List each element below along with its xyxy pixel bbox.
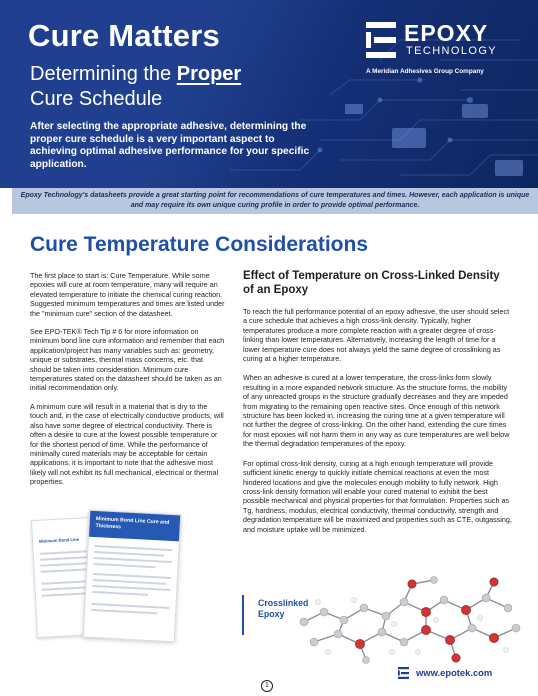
figure-label-line1: Crosslinked xyxy=(258,598,309,608)
epoxy-technology-logo xyxy=(366,20,526,80)
datasheet-note: Epoxy Technology's datasheets provide a great starting point for recommendations of cure temperatures and times. However, each application is unique and may require its own unique curing profile in order to provide optimal performance. xyxy=(12,188,538,214)
page-title: Cure Matters xyxy=(28,18,220,53)
right-paragraph: To reach the full performance potential of an epoxy adhesive, the user should select a cure schedule that achieves a high cross-link density. Typically, higher temperatures produce a more complete reaction with a greater degree of cross-linking than lower temperatures. Alternatively, increasing the length of time for a lower temperature cure does not always yield the same degree of crosslinking as curing at a higher temperature. xyxy=(243,307,510,364)
left-paragraph: A minimum cure will result in a material that is dry to the touch and, in the case of electrically conductive products, will also have some degree of electrical conductivity. There is often a desire to cure at the lowest possible temperature or for the shortest period of time. While the performance of minimally cured materials may be acceptable for certain applications, it is important to note that the adhesive most likely will not exhibit its full mechanical, electrical or thermal properties. xyxy=(30,401,224,487)
header-banner xyxy=(0,0,538,188)
subtitle-suffix: Cure Schedule xyxy=(30,88,163,110)
subtitle-prefix: Determining the xyxy=(30,63,177,85)
right-paragraph: For optimal cross-link density, curing at a high enough temperature will provide sufficient kinetic energy to quickly initiate chemical reactions at even the most hindered locations and give the molecules enough mobility to fully network. High cross-link density formation will enable your cured material to exhibit the best possible mechanical and physical properties for that formulation. Properties such as Tg, hardness, modulus, electrical conductivity, thermal conductivity, strength and degradation temperature will be maximized and properties such as CTE, outgassing, and moisture uptake will be minimized. xyxy=(243,458,512,534)
section-title: Cure Temperature Considerations xyxy=(30,233,369,256)
right-column xyxy=(243,269,513,544)
figure-label-line2: Epoxy xyxy=(258,609,285,619)
tech-tip-thumbnail-front xyxy=(83,510,182,643)
website-link[interactable]: www.epotek.com xyxy=(416,667,493,678)
right-heading: Effect of Temperature on Cross-Linked Density of an Epoxy xyxy=(243,270,500,296)
logo-word: EPOXY xyxy=(404,20,489,46)
page-number: 1 xyxy=(261,680,273,692)
left-column xyxy=(30,271,226,496)
thumbnail-back-title: Minimum Bond Line xyxy=(38,536,80,544)
subtitle-emphasis: Proper xyxy=(176,63,242,85)
left-paragraph: See EPO-TEK® Tech Tip # 6 for more information on minimum bond line cure information and remember that each application/project has many variables such as: geometry, unique or substrates, thermal mass concerns, etc. that should be taken into consideration. Minimum cure temperatures stated on the datasheet should be taken as an initial recommendation only. xyxy=(30,327,225,393)
epoxy-logo-mark-icon xyxy=(366,22,400,58)
tech-tip-thumbnails xyxy=(30,508,200,656)
logo-tagline: A Meridian Adhesives Group Company xyxy=(366,68,484,75)
epoxy-footer-mark-icon xyxy=(398,667,410,679)
right-paragraph: When an adhesive is cured at a lower temperature, the cross-links form slowly resulting in a more expanded network structure. As the structure forms, the mobility of any unreacted groups in the structure gradually decreases and they are impeded from migrating to the remaining open reactive sites. Once enough of this network structure has been locked in, increasing the curing time at a given temperature will not further the degree of cross-linking. On the other hand, extending the cure times for most epoxies will not harm them in any way as cure temperatures are well below the thermal degradation temperatures of the epoxy. xyxy=(243,373,510,449)
page-subtitle xyxy=(30,62,241,112)
crosslinked-epoxy-molecule-image xyxy=(294,572,524,664)
left-paragraph: The first place to start is: Cure Temperature. While some epoxies will cure at room temperature, many will require an elevated temperature to initiate the chemical curing reaction. Suggested minimum temperatures and times are listed under the "minimum cure" section of the datasheet. xyxy=(30,271,225,318)
thumbnail-front-title: Minimum Bond Line Cure and Thickness xyxy=(95,516,170,530)
logo-sub: TECHNOLOGY xyxy=(406,45,498,57)
intro-text: After selecting the appropriate adhesive, determining the proper cure schedule is a very important aspect to achieving optimal adhesive performance for your specific application. xyxy=(30,121,310,170)
